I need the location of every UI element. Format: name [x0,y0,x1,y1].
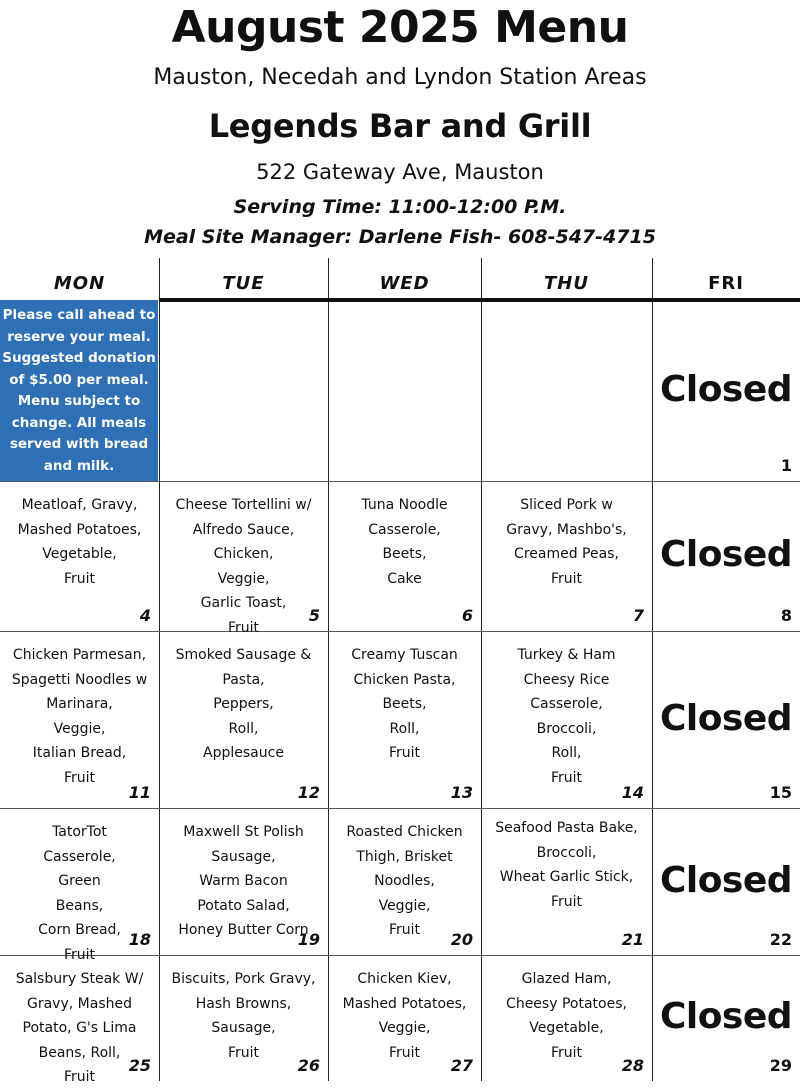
reservation-notice: Please call ahead to reserve your meal. Suggested donation of $5.00 per meal. Menu subject to change. All meals served with bread and milk. [0,300,158,481]
closed-day-cell [652,955,800,1081]
meal-description: Tuna Noodle Casserole, Beets, Cake [361,497,448,587]
meal-description: Meatloaf, Gravy, Mashed Potatoes, Vegetable, Fruit [17,497,142,587]
meal-description: Smoked Sausage & Pasta, Peppers, Roll, Applesauce [175,647,312,761]
date-number: 25 [128,1056,151,1075]
meal-description: Roasted Chicken Thigh, Brisket Noodles, Veggie, Fruit [346,824,463,938]
closed-day-cell [652,631,800,808]
day-cell [481,631,652,808]
date-number: 18 [128,930,151,949]
date-number: 4 [139,606,151,625]
date-number: 1 [780,456,792,475]
venue-name: Legends Bar and Grill [208,107,592,145]
day-cell [481,955,652,1081]
date-number: 12 [297,783,320,802]
day-cell [0,955,159,1085]
closed-label: Closed [659,995,793,1037]
service-areas: Mauston, Necedah and Lyndon Station Areas [153,65,647,90]
day-cell [159,955,328,1081]
closed-label: Closed [659,368,793,410]
date-number: 21 [621,930,644,949]
day-header-tue: TUE [222,273,265,294]
closed-label: Closed [659,697,793,739]
venue-address: 522 Gateway Ave, Mauston [256,160,544,184]
meal-description: Chicken Parmesan, Spagetti Noodles w Marinara, Veggie, Italian Bread, Fruit [11,647,148,786]
meal-description: Sliced Pork w Gravy, Mashbo's, Creamed Peas, Fruit [506,497,627,587]
day-header-wed: WED [379,273,430,294]
date-number: 22 [769,930,792,949]
day-cell [159,300,328,481]
date-number: 19 [297,930,320,949]
date-number: 27 [450,1056,473,1075]
date-number: 7 [632,606,644,625]
day-cell [328,481,481,631]
day-cell [328,955,481,1081]
day-cell [328,631,481,808]
site-manager: Meal Site Manager: Darlene Fish- 608-547-4715 [144,226,656,248]
meal-description: Biscuits, Pork Gravy, Hash Browns, Sausage, Fruit [171,971,316,1061]
day-cell [159,808,328,955]
day-cell [481,808,652,955]
day-cell [328,300,481,481]
closed-label: Closed [659,859,793,901]
date-number: 8 [780,606,792,625]
date-number: 13 [450,783,473,802]
meal-description: Salsbury Steak W/ Gravy, Mashed Potato, G's Lima Beans, Roll, Fruit [15,971,144,1085]
meal-description: Maxwell St Polish Sausage, Warm Bacon Potato Salad, Honey Butter Corn [178,824,309,938]
page-title: August 2025 Menu [171,2,629,53]
closed-label: Closed [659,533,793,575]
date-number: 15 [769,783,792,802]
date-number: 5 [308,606,320,625]
meal-description: TatorTot Casserole, Green Beans, Corn Bread, Fruit [38,824,121,963]
date-number: 11 [128,783,151,802]
closed-day-cell [652,808,800,955]
day-cell [159,481,328,636]
day-header-mon: MON [53,273,106,294]
day-cell [0,631,159,808]
closed-day-cell [652,481,800,631]
meal-description: Glazed Ham, Cheesy Potatoes, Vegetable, Fruit [506,971,627,1061]
date-number: 26 [297,1056,320,1075]
date-number: 6 [461,606,473,625]
date-number: 28 [621,1056,644,1075]
day-header-fri: FRI [708,273,744,294]
date-number: 14 [621,783,644,802]
serving-time: Serving Time: 11:00-12:00 P.M. [233,196,567,218]
day-cell [0,808,159,963]
day-header-thu: THU [544,273,589,294]
closed-day-cell [652,300,800,481]
day-cell [0,481,159,631]
meal-description: Turkey & Ham Cheesy Rice Casserole, Broccoli, Roll, Fruit [517,647,616,786]
day-cell [328,808,481,955]
meal-description: Cheese Tortellini w/ Alfredo Sauce, Chicken, Veggie, Garlic Toast, Fruit [175,497,312,636]
date-number: 20 [450,930,473,949]
meal-description: Chicken Kiev, Mashed Potatoes, Veggie, Fruit [342,971,467,1061]
meal-description: Seafood Pasta Bake, Broccoli, Wheat Garlic Stick, Fruit [495,820,638,910]
date-number: 29 [769,1056,792,1075]
day-cell [481,481,652,631]
meal-description: Creamy Tuscan Chicken Pasta, Beets, Roll, Fruit [351,647,458,761]
day-cell [159,631,328,808]
day-cell [481,300,652,481]
